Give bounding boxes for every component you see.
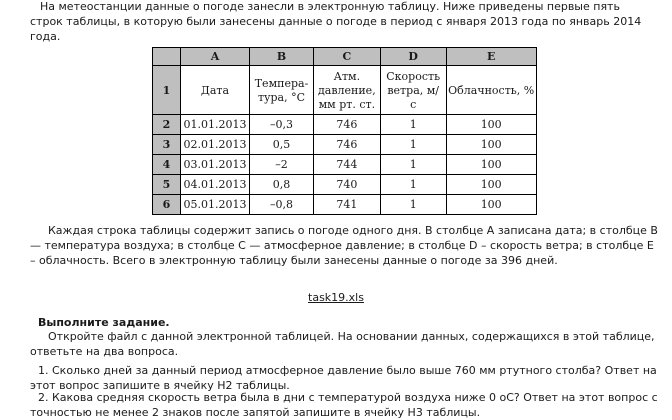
header-cell-date: [181, 66, 250, 115]
column-header-row: [153, 48, 537, 66]
cell-temperature: 0,5: [250, 135, 314, 155]
cell-wind: 1: [380, 195, 446, 215]
cell-cloudiness: 100: [446, 155, 536, 175]
cell-date: 03.01.2013: [181, 155, 250, 175]
cell-date: 02.01.2013: [181, 135, 250, 155]
cell-wind: 1: [380, 135, 446, 155]
cell-pressure: 740: [314, 175, 381, 195]
header-text: Темпера-тура, °С: [254, 77, 309, 104]
weather-spreadsheet-table: [152, 47, 537, 215]
header-cell-temperature: [250, 66, 314, 115]
column-header-a: A: [181, 48, 250, 66]
header-text: Атм. давление, мм рт. ст.: [318, 70, 376, 111]
table-row: [153, 66, 537, 115]
cell-cloudiness: 100: [446, 135, 536, 155]
column-header-b: B: [250, 48, 314, 66]
table-row: [153, 135, 537, 155]
row-header: 5: [153, 175, 181, 195]
cell-temperature: –0,3: [250, 115, 314, 135]
cell-pressure: 746: [314, 135, 381, 155]
header-cell-wind: [380, 66, 446, 115]
header-text: Скорость ветра, м/с: [386, 70, 441, 111]
row-header: 3: [153, 135, 181, 155]
cell-date: 05.01.2013: [181, 195, 250, 215]
cell-date: 01.01.2013: [181, 115, 250, 135]
header-cell-cloudiness: [446, 66, 536, 115]
cell-wind: 1: [380, 115, 446, 135]
column-header-c: C: [314, 48, 381, 66]
header-text: Облачность, %: [448, 84, 535, 97]
cell-pressure: 746: [314, 115, 381, 135]
row-header: 6: [153, 195, 181, 215]
cell-pressure: 744: [314, 155, 381, 175]
column-header-d: D: [380, 48, 446, 66]
row-header: 2: [153, 115, 181, 135]
column-header-e: E: [446, 48, 536, 66]
table-row: [153, 195, 537, 215]
header-text: Дата: [200, 84, 230, 97]
question-1: 1. Сколько дней за данный период атмосферное давление было выше 760 мм ртутного столба? Ответ на этот вопрос запишите в ячейку H2 таблицы.: [30, 364, 657, 392]
row-header: 4: [153, 155, 181, 175]
cell-wind: 1: [380, 155, 446, 175]
intro-paragraph: На метеостанции данные о погоде занесли в электронную таблицу. Ниже приведены первые пять строк таблицы, в которую были занесены данные о погоде в период с января 2013 года по январь 2014 года.: [30, 0, 642, 43]
table-row: [153, 115, 537, 135]
cell-temperature: 0,8: [250, 175, 314, 195]
corner-cell: [153, 48, 181, 66]
question-2: 2. Какова средняя скорость ветра была в дни с температурой воздуха ниже 0 оС? Ответ на этот вопрос с точностью не менее 2 знаков после запятой запишите в ячейку H3 таблицы.: [30, 391, 658, 419]
table-row: [153, 175, 537, 195]
description-paragraph: Каждая строка таблицы содержит запись о погоде одного дня. В столбце А записана дата; в столбце В — температура воздуха; в столбце С — атмосферное давление; в столбце D – скорость ветра; в столбце Е – облачность. Всего в электронную таблицу были занесены данные о погоде за 396 дней.: [30, 224, 658, 267]
cell-cloudiness: 100: [446, 195, 536, 215]
task-instructions: Откройте файл с данной электронной таблицей. На основании данных, содержащихся в этой таблице, ответьте на два вопроса.: [30, 330, 655, 358]
cell-cloudiness: 100: [446, 175, 536, 195]
cell-pressure: 741: [314, 195, 381, 215]
cell-temperature: –2: [250, 155, 314, 175]
task-file-link[interactable]: task19.xls: [308, 291, 364, 304]
cell-temperature: –0,8: [250, 195, 314, 215]
cell-wind: 1: [380, 175, 446, 195]
cell-cloudiness: 100: [446, 115, 536, 135]
header-cell-pressure: [314, 66, 381, 115]
cell-date: 04.01.2013: [181, 175, 250, 195]
row-header: 1: [153, 66, 181, 115]
table-row: [153, 155, 537, 175]
task-title: Выполните задание.: [38, 316, 170, 329]
